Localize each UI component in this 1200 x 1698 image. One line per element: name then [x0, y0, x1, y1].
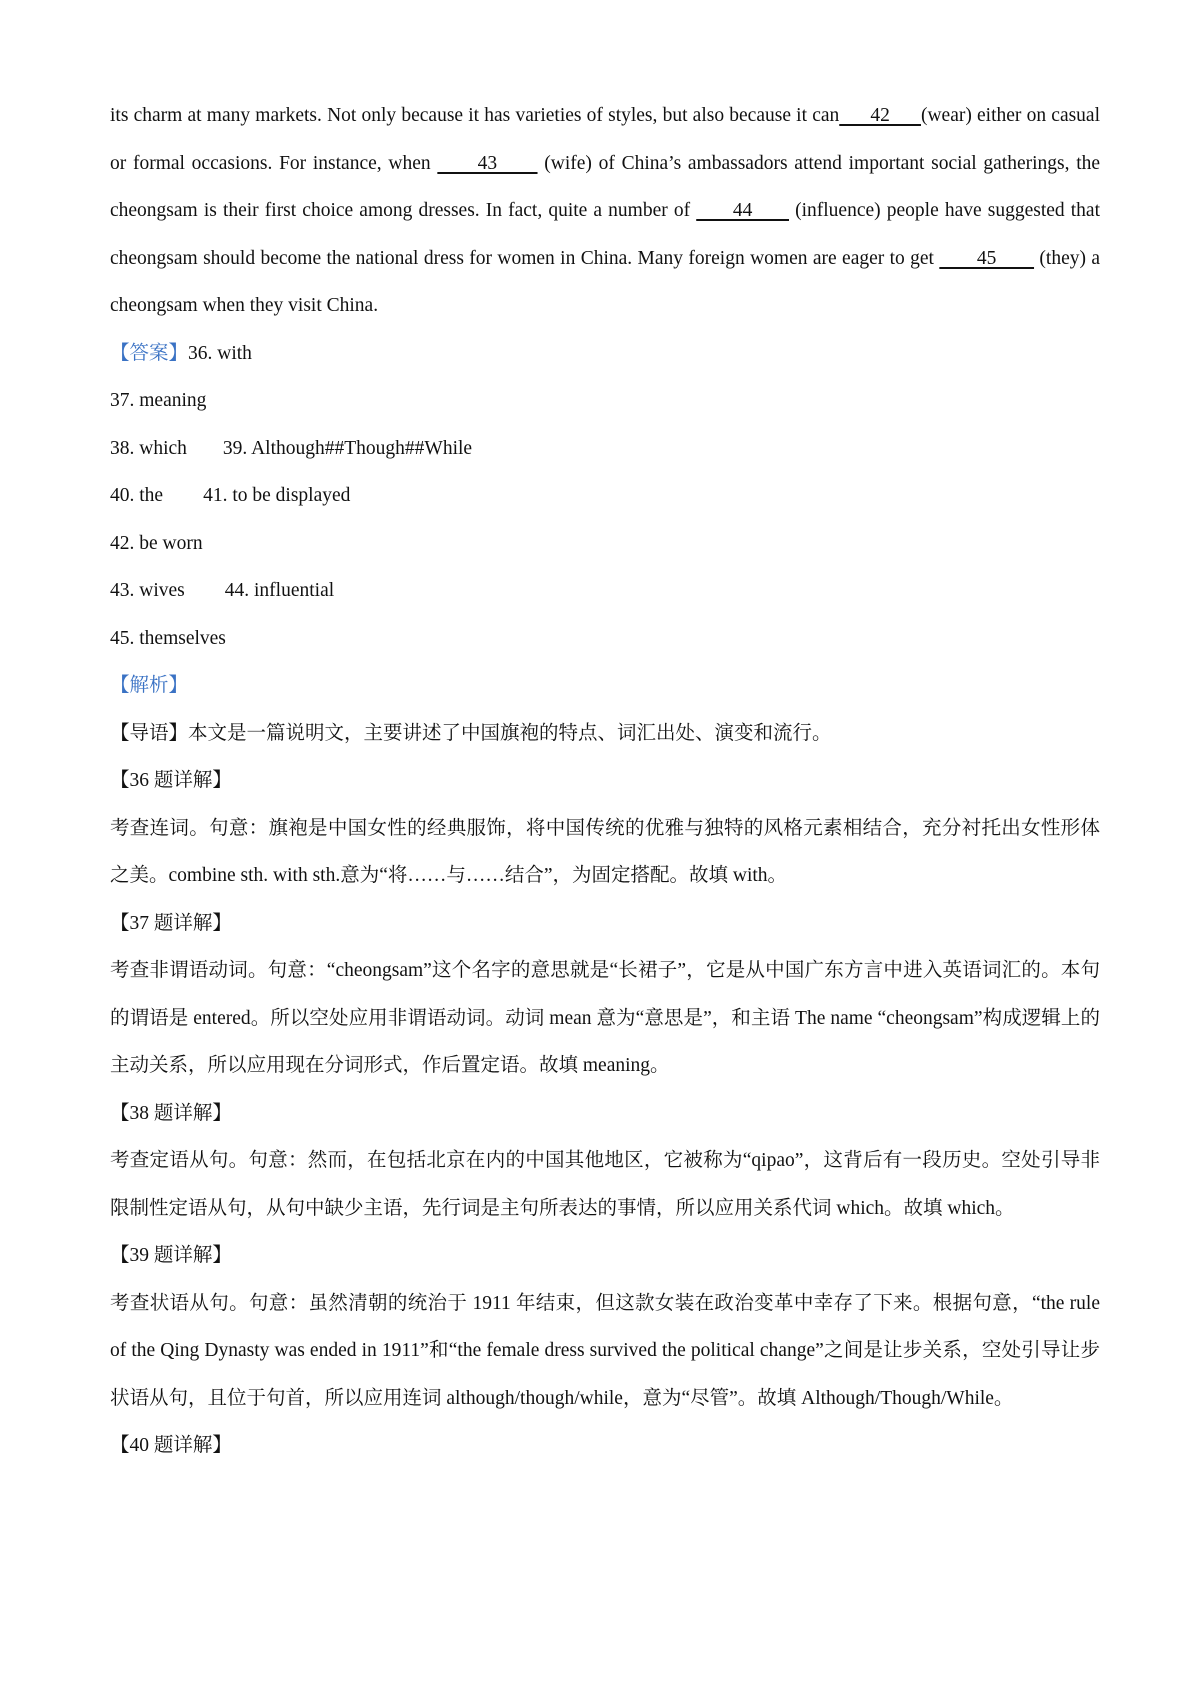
answer-42: 42. be worn	[110, 532, 203, 554]
answer-38: 38. which	[110, 437, 187, 459]
answer-line-1	[110, 330, 1100, 378]
q38-heading: 【38 题详解】	[110, 1102, 232, 1124]
q37-heading: 【37 题详解】	[110, 912, 232, 934]
q38-explanation: 考查定语从句。句意：然而，在包括北京在内的中国其他地区，它被称为“qipao”，这背后有一段历史。空处引导非限制性定语从句，从句中缺少主语，先行词是主句所表达的事情，所以应用关系代词 which。故填 which。	[110, 1150, 1100, 1219]
answer-line-5	[110, 520, 1100, 568]
blank-45: 45	[939, 247, 1035, 269]
q36-heading: 【36 题详解】	[110, 770, 232, 791]
answer-43: 43. wives	[110, 580, 185, 601]
analysis-intro: 【导语】本文是一篇说明文，主要讲述了中国旗袍的特点、词汇出处、演变和流行。	[110, 722, 832, 744]
answer-line-7	[110, 615, 1100, 663]
answer-line-2	[110, 377, 1100, 425]
passage-text: (wife) of China’s ambassadors attend important social gatherings, the cheongsam is their first choice among dresses. In fact, quite a number of	[110, 152, 1101, 221]
document-page	[110, 92, 1100, 1470]
q39-explanation: 考查状语从句。句意：虽然清朝的统治于 1911 年结束，但这款女装在政治变革中幸存了下来。根据句意，“the rule of the Qing Dynasty was ended in 1911”和“the female dress survived the political change”之间是让步关系，空处引导让步状语从句，且位于句首，所以应用连词 although/though/while，意为“尽管”。故填 Although/Though/While。	[110, 1292, 1100, 1409]
answer-36: 36. with	[188, 342, 252, 364]
answer-44: 44. influential	[224, 580, 335, 601]
analysis-tag: 【解析】	[110, 675, 189, 696]
passage-text: (influence) people have suggested that cheongsam should become the national dress for women in China. Many foreign women are eager to get	[110, 200, 1100, 269]
answer-39: 39. Although##Though##While	[222, 437, 473, 459]
answer-line-4	[110, 472, 1100, 520]
answer-tag: 【答案】	[110, 342, 189, 364]
q36-explanation: 考查连词。句意：旗袍是中国女性的经典服饰，将中国传统的优雅与独特的风格元素相结合，充分衬托出女性形体之美。combine sth. with sth.意为“将……与……结合”，为固定搭配。故填 with。	[110, 817, 1100, 886]
answer-40: 40. the	[110, 485, 164, 506]
answer-41: 41. to be displayed	[203, 485, 351, 506]
q39-heading: 【39 题详解】	[110, 1245, 232, 1266]
blank-43: 43	[437, 152, 538, 174]
passage-text: (they) a cheongsam when they visit China.	[110, 247, 1100, 316]
blank-44: 44	[696, 200, 789, 221]
passage-paragraph	[110, 92, 1100, 330]
answer-line-6	[110, 567, 1100, 615]
q37-explanation: 考查非谓语动词。句意：“cheongsam”这个名字的意思就是“长裙子”，它是从中国广东方言中进入英语词汇的。本句的谓语是 entered。所以空处应用非谓语动词。动词 mean 意为“意思是”，和主语 The name “cheongsam”构成逻辑上的主动关系，所以应用现在分词形式，作后置定语。故填 meaning。	[110, 960, 1100, 1076]
q40-heading: 【40 题详解】	[110, 1435, 232, 1456]
blank-42: 42	[839, 105, 921, 126]
answer-37: 37. meaning	[110, 390, 207, 411]
answer-line-3	[110, 425, 1100, 473]
passage-text: (wear) either on casual or formal occasions. For instance, when	[110, 105, 1101, 174]
answer-45: 45. themselves	[110, 627, 226, 649]
passage-text: its charm at many markets. Not only because it has varieties of styles, but also because it can	[110, 105, 840, 126]
